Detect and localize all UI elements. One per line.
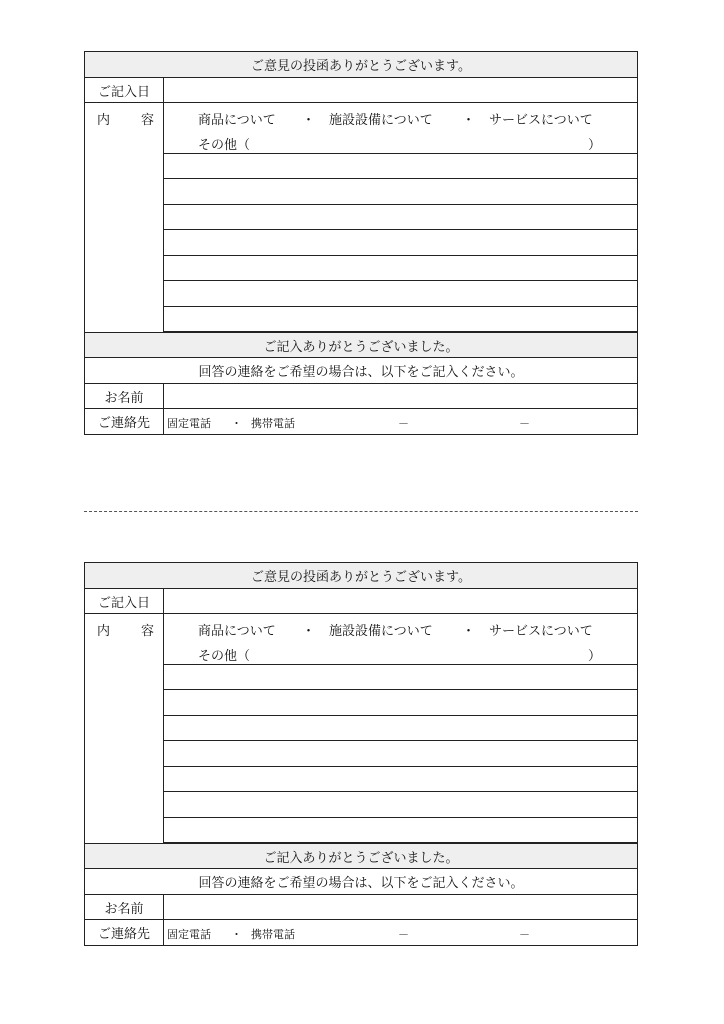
name-label: お名前 <box>85 895 164 919</box>
content-label <box>85 103 164 332</box>
thanks-message: ご記入ありがとうございました。 <box>85 844 637 869</box>
option-other-close: ） <box>588 138 602 153</box>
contact-field[interactable] <box>164 409 637 434</box>
phone-landline-option[interactable]: 固定電話 <box>167 928 211 941</box>
writing-line[interactable] <box>164 665 637 690</box>
writing-line[interactable] <box>164 205 637 230</box>
contact-label: ご連絡先 <box>85 409 164 434</box>
name-label: お名前 <box>85 384 164 408</box>
writing-line[interactable] <box>164 307 637 332</box>
contact-notice: 回答の連絡をご希望の場合は、以下をご記入ください。 <box>85 358 637 384</box>
cut-line <box>84 511 638 512</box>
phone-dash: － <box>398 928 409 941</box>
writing-line[interactable] <box>164 230 637 255</box>
thanks-message: ご記入ありがとうございました。 <box>85 333 637 358</box>
writing-line[interactable] <box>164 179 637 204</box>
feedback-card <box>84 562 638 946</box>
date-row <box>85 589 637 614</box>
name-row <box>85 895 637 920</box>
phone-landline-option[interactable]: 固定電話 <box>167 417 211 430</box>
card-title: ご意見の投函ありがとうございます。 <box>85 563 637 589</box>
name-row <box>85 384 637 409</box>
option-service[interactable]: サービスについて <box>489 113 593 128</box>
contact-row <box>85 409 637 434</box>
contact-field[interactable] <box>164 920 637 945</box>
contact-notice: 回答の連絡をご希望の場合は、以下をご記入ください。 <box>85 869 637 895</box>
content-section <box>85 614 637 844</box>
content-label-char-2: 容 <box>141 113 155 128</box>
contact-label: ご連絡先 <box>85 920 164 945</box>
option-facility[interactable]: 施設設備について <box>329 113 433 128</box>
writing-line[interactable] <box>164 154 637 179</box>
card-title: ご意見の投函ありがとうございます。 <box>85 52 637 78</box>
phone-dash: － <box>398 417 409 430</box>
writing-line[interactable] <box>164 690 637 715</box>
option-facility[interactable]: 施設設備について <box>329 624 433 639</box>
content-section <box>85 103 637 333</box>
content-body <box>164 103 637 332</box>
option-product[interactable]: 商品について <box>198 624 276 639</box>
option-other-close: ） <box>588 649 602 664</box>
writing-line[interactable] <box>164 716 637 741</box>
option-separator: ・ <box>462 624 476 639</box>
writing-line[interactable] <box>164 792 637 817</box>
content-label-char-2: 容 <box>141 624 155 639</box>
option-separator: ・ <box>302 113 316 128</box>
feedback-card <box>84 51 638 435</box>
phone-mobile-option[interactable]: 携帯電話 <box>251 928 295 941</box>
phone-separator: ・ <box>231 928 242 941</box>
option-other[interactable]: その他（ <box>198 649 251 664</box>
phone-mobile-option[interactable]: 携帯電話 <box>251 417 295 430</box>
category-options <box>164 103 637 154</box>
date-label: ご記入日 <box>85 78 164 102</box>
name-field[interactable] <box>164 895 637 919</box>
writing-line[interactable] <box>164 818 637 843</box>
option-service[interactable]: サービスについて <box>489 624 593 639</box>
category-options <box>164 614 637 665</box>
content-label <box>85 614 164 843</box>
option-separator: ・ <box>302 624 316 639</box>
writing-line[interactable] <box>164 741 637 766</box>
content-label-char-1: 内 <box>97 624 111 639</box>
date-field[interactable] <box>164 589 637 613</box>
phone-dash: － <box>519 928 530 941</box>
writing-line[interactable] <box>164 281 637 306</box>
date-label: ご記入日 <box>85 589 164 613</box>
option-separator: ・ <box>462 113 476 128</box>
date-row <box>85 78 637 103</box>
phone-separator: ・ <box>231 417 242 430</box>
content-body <box>164 614 637 843</box>
writing-line[interactable] <box>164 767 637 792</box>
contact-row <box>85 920 637 945</box>
content-label-char-1: 内 <box>97 113 111 128</box>
writing-line[interactable] <box>164 256 637 281</box>
option-product[interactable]: 商品について <box>198 113 276 128</box>
date-field[interactable] <box>164 78 637 102</box>
name-field[interactable] <box>164 384 637 408</box>
option-other[interactable]: その他（ <box>198 138 251 153</box>
phone-dash: － <box>519 417 530 430</box>
